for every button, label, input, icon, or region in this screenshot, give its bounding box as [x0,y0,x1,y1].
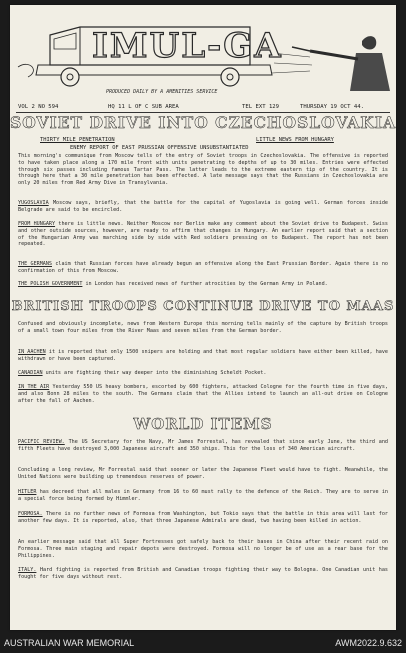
newspaper-page [10,5,396,630]
archive-reference: AWM2022.9.632 [335,638,402,648]
main-headline: SOVIET DRIVE INTO CZECHOSLOVAKIA [10,113,396,132]
masthead-title: IMUL-GA [92,26,283,66]
masthead-illustration [10,5,396,101]
british-paragraph-2: IN AACHEN it is reported that only 1500 snipers are holding and that most regular soldiers have either been killed, have withdrawn or have been captured. [18,349,388,362]
subhead-enemy-report: ENEMY REPORT OF EAST PRUSSIAN OFFENSIVE UNSUBSTANTIATED [70,145,249,151]
third-headline: WORLD ITEMS [133,415,273,433]
masthead-tagline: PRODUCED DAILY BY A AMENITIES SERVICE [106,89,218,95]
subhead-right: LITTLE NEWS FROM HUNGARY [256,137,334,143]
archive-footer [0,634,406,653]
second-headline: BRITISH TROOPS CONTINUE DRIVE TO MAAS [11,299,395,314]
world-paragraph-6: ITALY. Hard fighting is reported from British and Canadian troops fighting their way to Bologna. One Canadian unit has fought for five days without rest. [18,567,388,580]
soviet-paragraph-4: THE GERMANS claim that Russian forces have already begun an offensive along the East Prussian Border. Again there is no confirmation of this from Moscow. [18,261,388,274]
soviet-paragraph-3: FROM HUNGARY there is little news. Neither Moscow nor Berlin make any comment about the Soviet drive to Budapest. Swiss and other outside sources, however, are ready to affirm that changes in Hungary. An earlier report said that a section of the Hungarian Army was marching side by side with Red soldiers pressing on to Budapest. The report has not been repeated. [18,221,388,248]
soviet-paragraph-2: YUGOSLAVIA Moscow says, briefly, that the battle for the capital of Yugoslavia is going well. German forces inside Belgrade are said to be encircled. [18,200,388,213]
british-paragraph-1: Confused and obviously incomplete, news from Western Europe this morning tells mainly of the capture by British troops of a small town four miles from the River Maas and seven miles from the German border. [18,321,388,334]
area-heading: HQ 11 L OF C SUB AREA [108,104,179,110]
british-paragraph-4: IN THE AIR Yesterday 550 US heavy bombers, escorted by 600 fighters, attacked Cologne for the fourth time in five days, and also Bonn 28 miles to the south. The Germans claim that the Allies intend to launch an all-out drive on Cologne after the fall of Aachen. [18,384,388,404]
soviet-paragraph-1: This morning's communique from Moscow tells of the entry of Soviet troops in Czechoslovakia. The offensive is reported to have taken place along a 170 mile front with units penetrating to depths of up to 30 miles. Entries were effected through six passes including famous Tartar Pass. The latter leads to the extreme eastern tip of the country. It is through here that a 30 mile penetration has been effected. A late message says that the Russians in Czechoslovakia are only 20 miles from Red Army Dive in Transylvania. [18,153,388,187]
world-paragraph-5: An earlier message said that all Super Fortresses got safely back to their bases in China after their recent raid on Formosa. Three main staging and repair depots were destroyed. Formosa will no longer be of use as a rear base for the Philippines. [18,539,388,559]
volume-number: VOL 2 NO 594 [18,104,59,110]
soviet-paragraph-5: THE POLISH GOVERNMENT in London has received news of further atrocities by the German Army in Poland. [18,281,328,287]
telex-extension: TEL EXT 129 [242,104,280,110]
british-paragraph-3: CANADIAN units are fighting their way deeper into the diminishing Scheldt Pocket. [18,370,267,376]
world-paragraph-1: PACIFIC REVIEW. The US Secretary for the Navy, Mr James Forrestal, has revealed that since early June, the third and fifth Fleets have destroyed 3,000 Japanese aircraft and 350 ships. This for the loss of 340 American aircraft. [18,439,388,452]
world-paragraph-3: HITLER has decreed that all males in Germany from 16 to 60 must rally to the defence of the Reich. They are to serve in a special force being formed by Himmler. [18,489,388,502]
world-paragraph-2: Concluding a long review, Mr Forrestal said that sooner or later the Japanese Fleet would have to fight. Meanwhile, the United Nations were building up tremendous reserves of power. [18,467,388,480]
archive-name: AUSTRALIAN WAR MEMORIAL [4,638,135,648]
issue-date: THURSDAY 19 OCT 44. [300,104,364,110]
subhead-left: THIRTY MILE PENETRATION [40,137,115,143]
world-paragraph-4: FORMOSA. There is no further news of Formosa from Washington, but Tokio says that the battle in this area will last for another few days. It is reported, also, that three Japanese Admirals are dead, two having been killed in action. [18,511,388,524]
